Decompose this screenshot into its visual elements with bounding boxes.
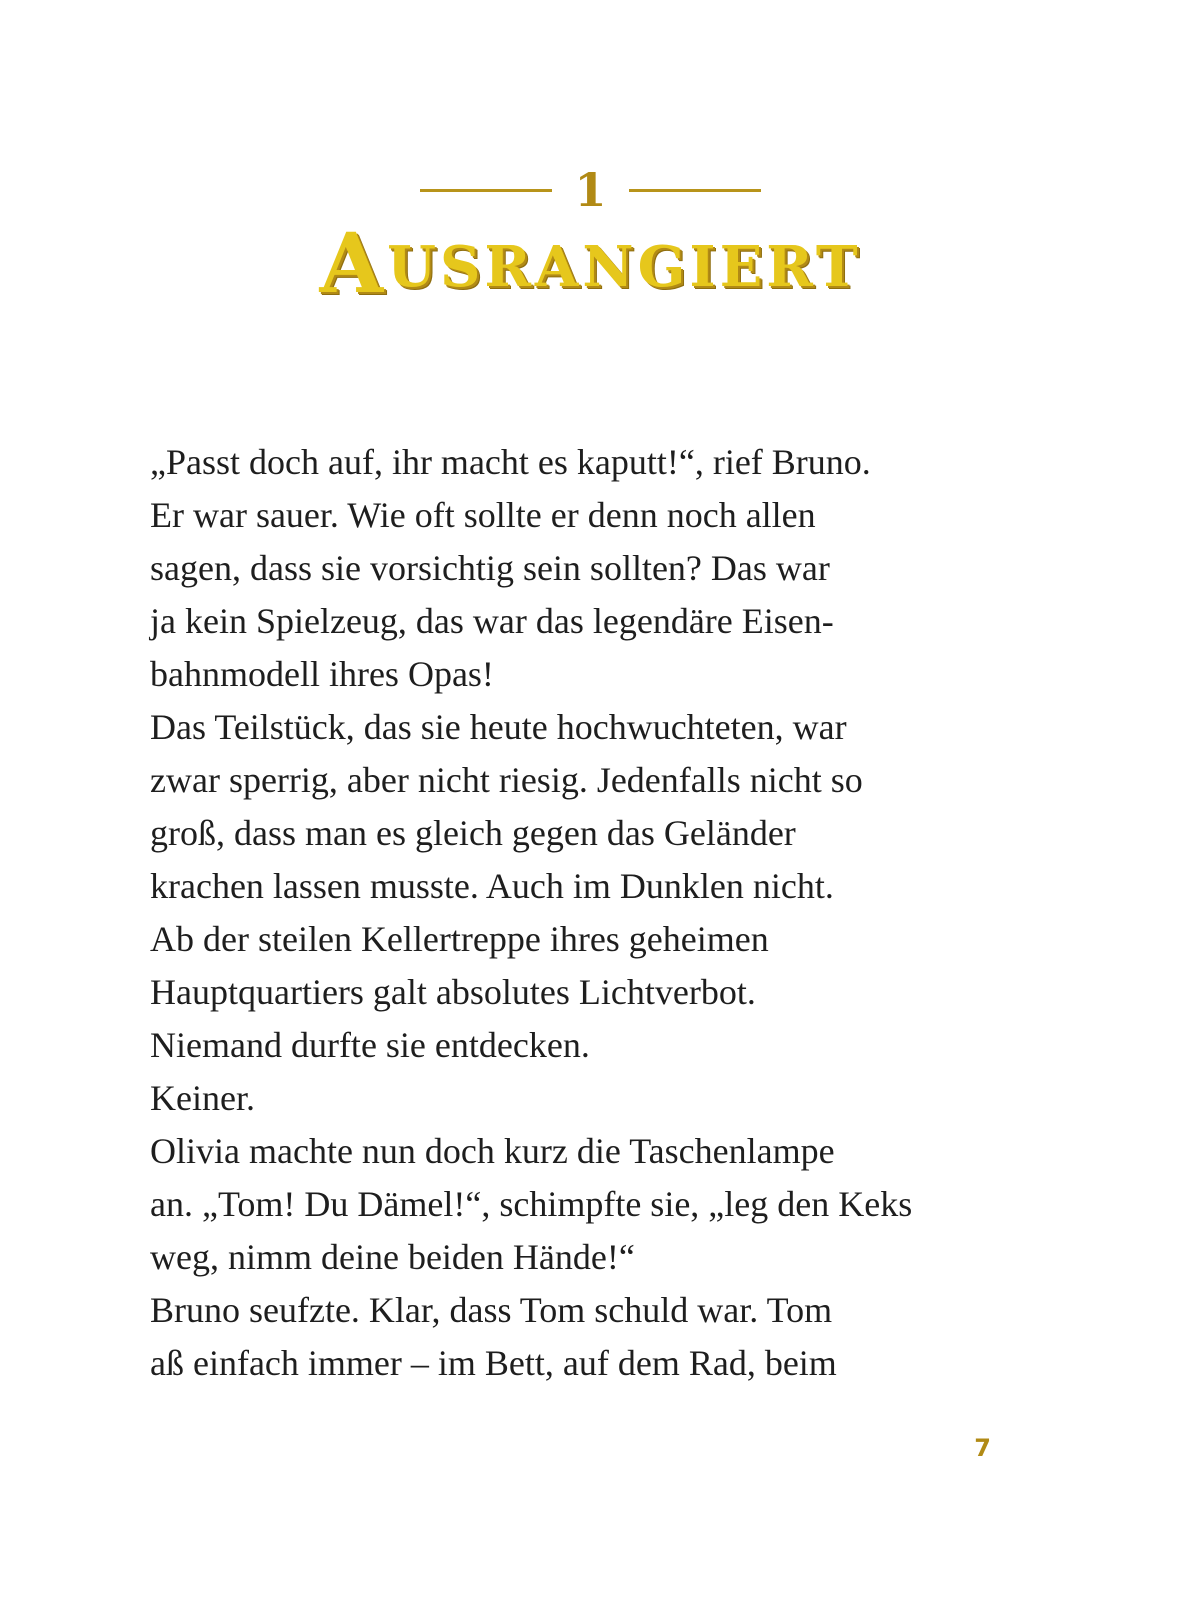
- text-line: Keiner.: [150, 1078, 255, 1118]
- text-line: zwar sperrig, aber nicht riesig. Jedenfalls nicht so: [150, 760, 863, 800]
- text-line: aß einfach immer – im Bett, auf dem Rad, beim: [150, 1343, 837, 1383]
- text-line: bahnmodell ihres Opas!: [150, 654, 494, 694]
- text-line: Bruno seufzte. Klar, dass Tom schuld war. Tom: [150, 1290, 833, 1330]
- text-line: „Passt doch auf, ihr macht es kaputt!“, rief Bruno.: [150, 442, 871, 482]
- text-line: ja kein Spielzeug, das war das legendäre Eisen-: [150, 601, 834, 641]
- text-line: Ab der steilen Kellertreppe ihres geheimen: [150, 919, 769, 959]
- text-line: krachen lassen musste. Auch im Dunklen nicht.: [150, 866, 834, 906]
- text-line: weg, nimm deine beiden Hände!“: [150, 1237, 635, 1277]
- text-line: Das Teilstück, das sie heute hochwuchteten, war: [150, 707, 847, 747]
- body-text: [150, 436, 1010, 1390]
- text-line: Er war sauer. Wie oft sollte er denn noch allen: [150, 495, 816, 535]
- chapter-title-rest: USRANGIERT: [387, 234, 862, 300]
- right-rule: [629, 189, 761, 192]
- text-line: sagen, dass sie vorsichtig sein sollten? Das war: [150, 548, 830, 588]
- text-line: Hauptquartiers galt absolutes Lichtverbot.: [150, 972, 756, 1012]
- page-number: 7: [974, 1434, 991, 1462]
- chapter-header: [0, 160, 1181, 312]
- chapter-title: [0, 216, 1181, 312]
- text-line: an. „Tom! Du Dämel!“, schimpfte sie, „leg den Keks: [150, 1184, 913, 1224]
- text-line: Niemand durfte sie entdecken.: [150, 1025, 590, 1065]
- text-line: groß, dass man es gleich gegen das Geländer: [150, 813, 796, 853]
- chapter-number: 1: [574, 163, 607, 217]
- chapter-number-row: [0, 160, 1181, 220]
- text-line: Olivia machte nun doch kurz die Taschenlampe: [150, 1131, 835, 1171]
- left-rule: [420, 189, 552, 192]
- chapter-title-initial: A: [319, 216, 388, 312]
